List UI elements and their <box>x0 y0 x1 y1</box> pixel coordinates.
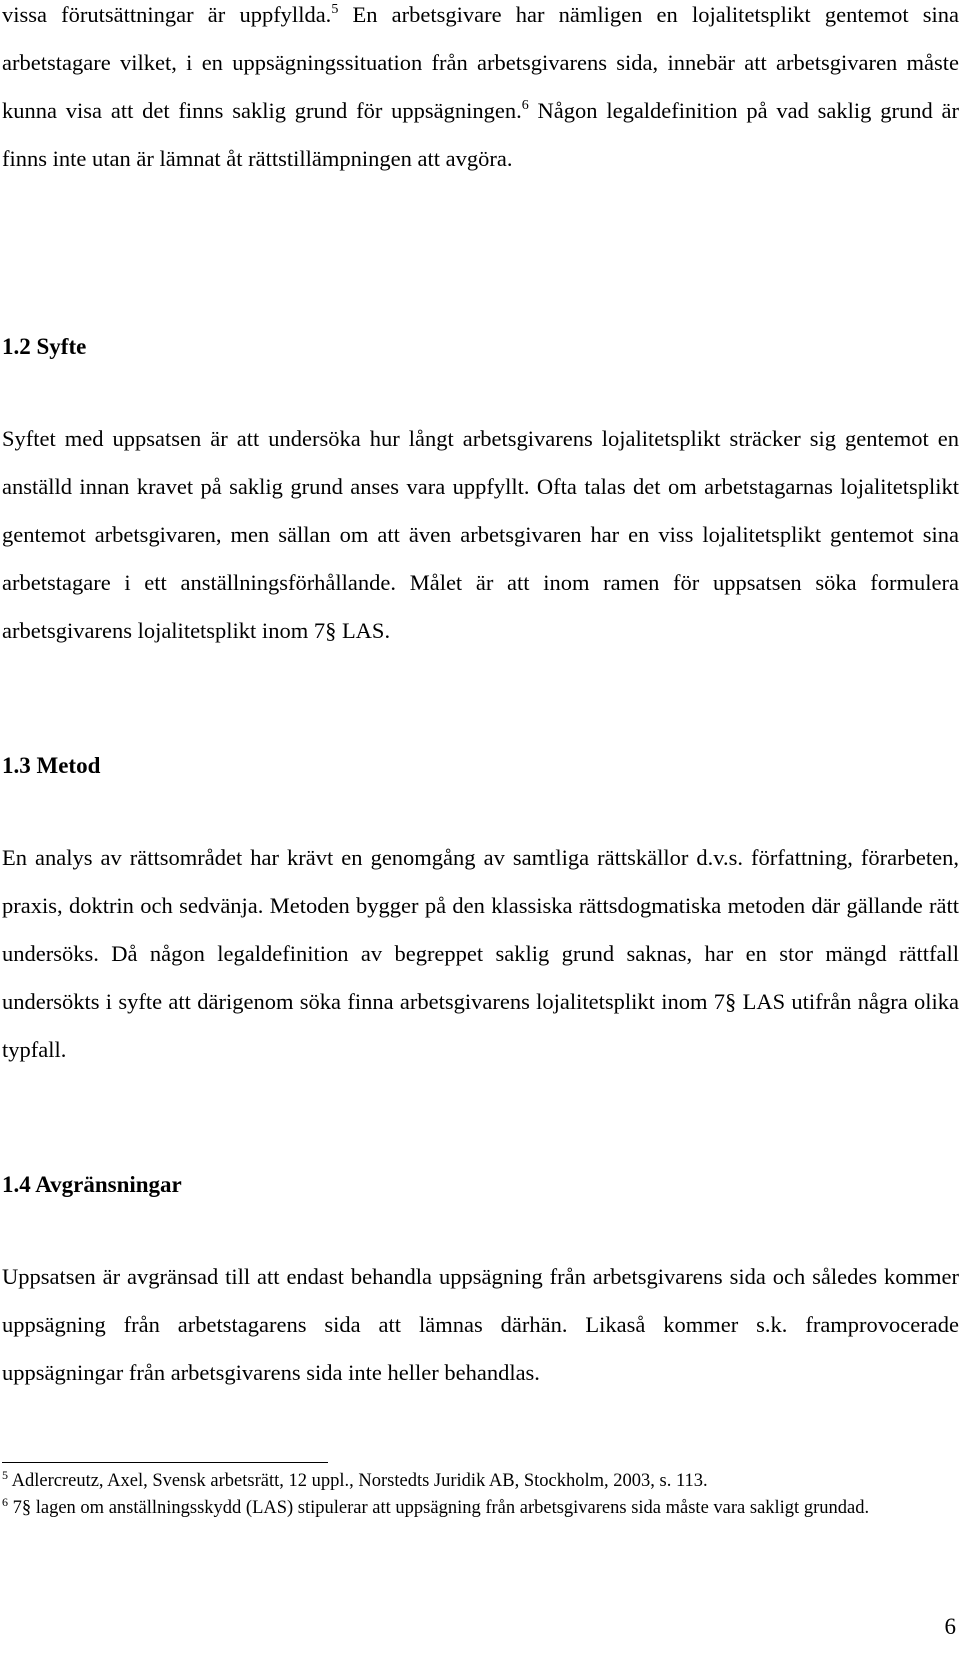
footnote-text: 7§ lagen om anställningsskydd (LAS) stipulerar att uppsägning från arbetsgivarens sida måste vara sakligt grundad. <box>12 1498 870 1518</box>
footnotes <box>2 1470 958 1524</box>
footnote-text: Adlercreutz, Axel, Svensk arbetsrätt, 12 uppl., Norstedts Juridik AB, Stockholm, 2003, s. 113. <box>11 1471 708 1491</box>
footnote-number: 6 <box>2 1495 8 1509</box>
intro-text-part2: En arbetsgivare har nämligen en lojalitetsplikt gentemot sina arbetstagare vilket, i en uppsägningssituation från arbetsgivarens sida, innebär att arbetsgivaren måste kunna visa att det finns saklig grund för uppsägningen. <box>2 2 959 123</box>
footnote-5 <box>2 1470 958 1492</box>
section-heading-avgransningar: 1.4 Avgränsningar <box>2 1172 182 1197</box>
footnote-separator <box>2 1462 328 1463</box>
footnote-6 <box>2 1497 958 1519</box>
page-number: 6 <box>944 1614 956 1639</box>
section-body-avgransningar: Uppsatsen är avgränsad till att endast behandla uppsägning från arbetsgivarens sida och således kommer uppsägning från arbetstagarens sida att lämnas därhän. Likaså kommer s.k. framprovocerade uppsägningar från arbetsgivarens sida inte heller behandlas. <box>2 1264 959 1385</box>
intro-text-part3: Någon legaldefinition på vad saklig grund är finns inte utan är lämnat åt rättstillämpningen att avgöra. <box>2 98 959 171</box>
section-body-syfte: Syftet med uppsatsen är att undersöka hur långt arbetsgivarens lojalitetsplikt sträcker sig gentemot en anställd innan kravet på saklig grund anses vara uppfyllt. Ofta talas det om arbetstagarnas lojalitetsplikt gentemot arbetsgivaren, men sällan om att även arbetsgivaren har en viss lojalitetsplikt gentemot sina arbetstagare i ett anställningsförhållande. Målet är att inom ramen för uppsatsen söka formulera arbetsgivarens lojalitetsplikt inom 7§ LAS. <box>2 426 959 643</box>
footnote-number: 5 <box>2 1468 8 1482</box>
section-body-metod: En analys av rättsområdet har krävt en genomgång av samtliga rättskällor d.v.s. författning, förarbeten, praxis, doktrin och sedvänja. Metoden bygger på den klassiska rättsdogmatiska metoden där gällande rätt undersöks. Då någon legaldefinition av begreppet saklig grund saknas, har en stor mängd rättfall undersökts i syfte att därigenom söka finna arbetsgivarens lojalitetsplikt inom 7§ LAS utifrån några olika typfall. <box>2 845 959 1062</box>
intro-text-part1: vissa förutsättningar är uppfyllda. <box>2 2 332 27</box>
footnote-reference-6[interactable]: 6 <box>521 98 529 113</box>
intro-paragraph <box>2 0 959 183</box>
footnote-reference-5[interactable]: 5 <box>331 2 339 17</box>
section-heading-syfte: 1.2 Syfte <box>2 334 87 359</box>
section-heading-metod: 1.3 Metod <box>2 753 101 778</box>
